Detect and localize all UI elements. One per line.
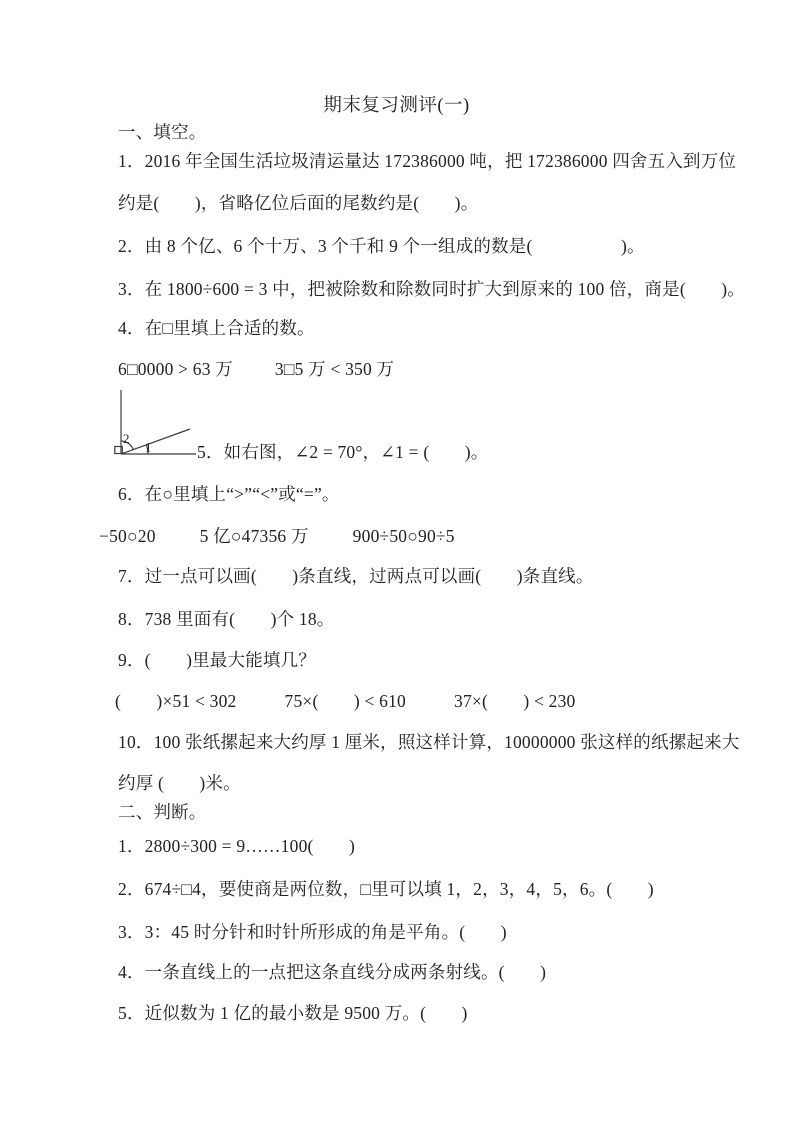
angle-diagram bbox=[114, 386, 202, 458]
angle-1-label: 1 bbox=[145, 439, 152, 455]
judge-q3: 3．3：45 时分针和时针所形成的角是平角。( ) bbox=[118, 922, 507, 942]
fill-q4-expression-1: 6□0000 > 63 万 bbox=[118, 359, 233, 379]
fill-q9-expressions bbox=[115, 690, 576, 713]
fill-q1-line1: 1．2016 年全国生活垃圾清运量达 172386000 吨，把 172386000 四舍五入到万位 bbox=[118, 151, 737, 171]
judge-q2: 2．674÷□4，要使商是两位数，□里可以填 1，2，3，4，5，6。( ) bbox=[118, 879, 654, 899]
fill-q8: 8．738 里面有( )个 18。 bbox=[118, 609, 335, 629]
fill-q9-expression-3: 37×( ) < 230 bbox=[454, 691, 576, 711]
section-fill-in-heading: 一、填空。 bbox=[118, 122, 207, 142]
fill-q10-line2: 约厚 ( )米。 bbox=[118, 773, 241, 793]
judge-q4: 4．一条直线上的一点把这条直线分成两条射线。( ) bbox=[118, 962, 547, 982]
angle-2-label: 2 bbox=[123, 431, 130, 446]
fill-q9-expression-1: ( )×51 < 302 bbox=[115, 691, 237, 711]
angle-diagram-diagonal-ray bbox=[121, 429, 190, 454]
fill-q5: 5．如右图，∠2 = 70°，∠1 = ( )。 bbox=[197, 442, 489, 462]
fill-q4-expression-2: 3□5 万 < 350 万 bbox=[274, 359, 395, 379]
fill-q7: 7．过一点可以画( )条直线，过两点可以画( )条直线。 bbox=[118, 566, 594, 586]
judge-q5: 5．近似数为 1 亿的最小数是 9500 万。( ) bbox=[118, 1003, 468, 1023]
fill-q10-line1: 10．100 张纸摞起来大约厚 1 厘米，照这样计算，10000000 张这样的纸摞起来大 bbox=[118, 732, 740, 752]
fill-q6-expression-1: −50○20 bbox=[99, 526, 156, 546]
fill-q6-expressions bbox=[99, 525, 455, 548]
fill-q9: 9．( )里最大能填几？ bbox=[118, 650, 317, 670]
fill-q6-expression-3: 900÷50○90÷5 bbox=[352, 526, 455, 546]
fill-q4: 4．在□里填上合适的数。 bbox=[118, 318, 315, 338]
fill-q4-expressions bbox=[118, 358, 394, 381]
fill-q6-expression-2: 5 亿○47356 万 bbox=[199, 526, 309, 546]
fill-q3: 3．在 1800÷600 = 3 中，把被除数和除数同时扩大到原来的 100 倍，商是( )。 bbox=[118, 279, 745, 299]
page-title: 期末复习测评(一) bbox=[323, 96, 470, 116]
fill-q6: 6．在○里填上“>”“<”或“=”。 bbox=[118, 484, 340, 504]
judge-q1: 1．2800÷300 = 9……100( ) bbox=[118, 836, 355, 856]
section-judge-heading: 二、判断。 bbox=[118, 802, 207, 822]
fill-q1-line2: 约是( )，省略亿位后面的尾数约是( )。 bbox=[118, 193, 479, 213]
fill-q2: 2．由 8 个亿、6 个十万、3 个千和 9 个一组成的数是( )。 bbox=[118, 236, 645, 256]
fill-q9-expression-2: 75×( ) < 610 bbox=[284, 691, 406, 711]
